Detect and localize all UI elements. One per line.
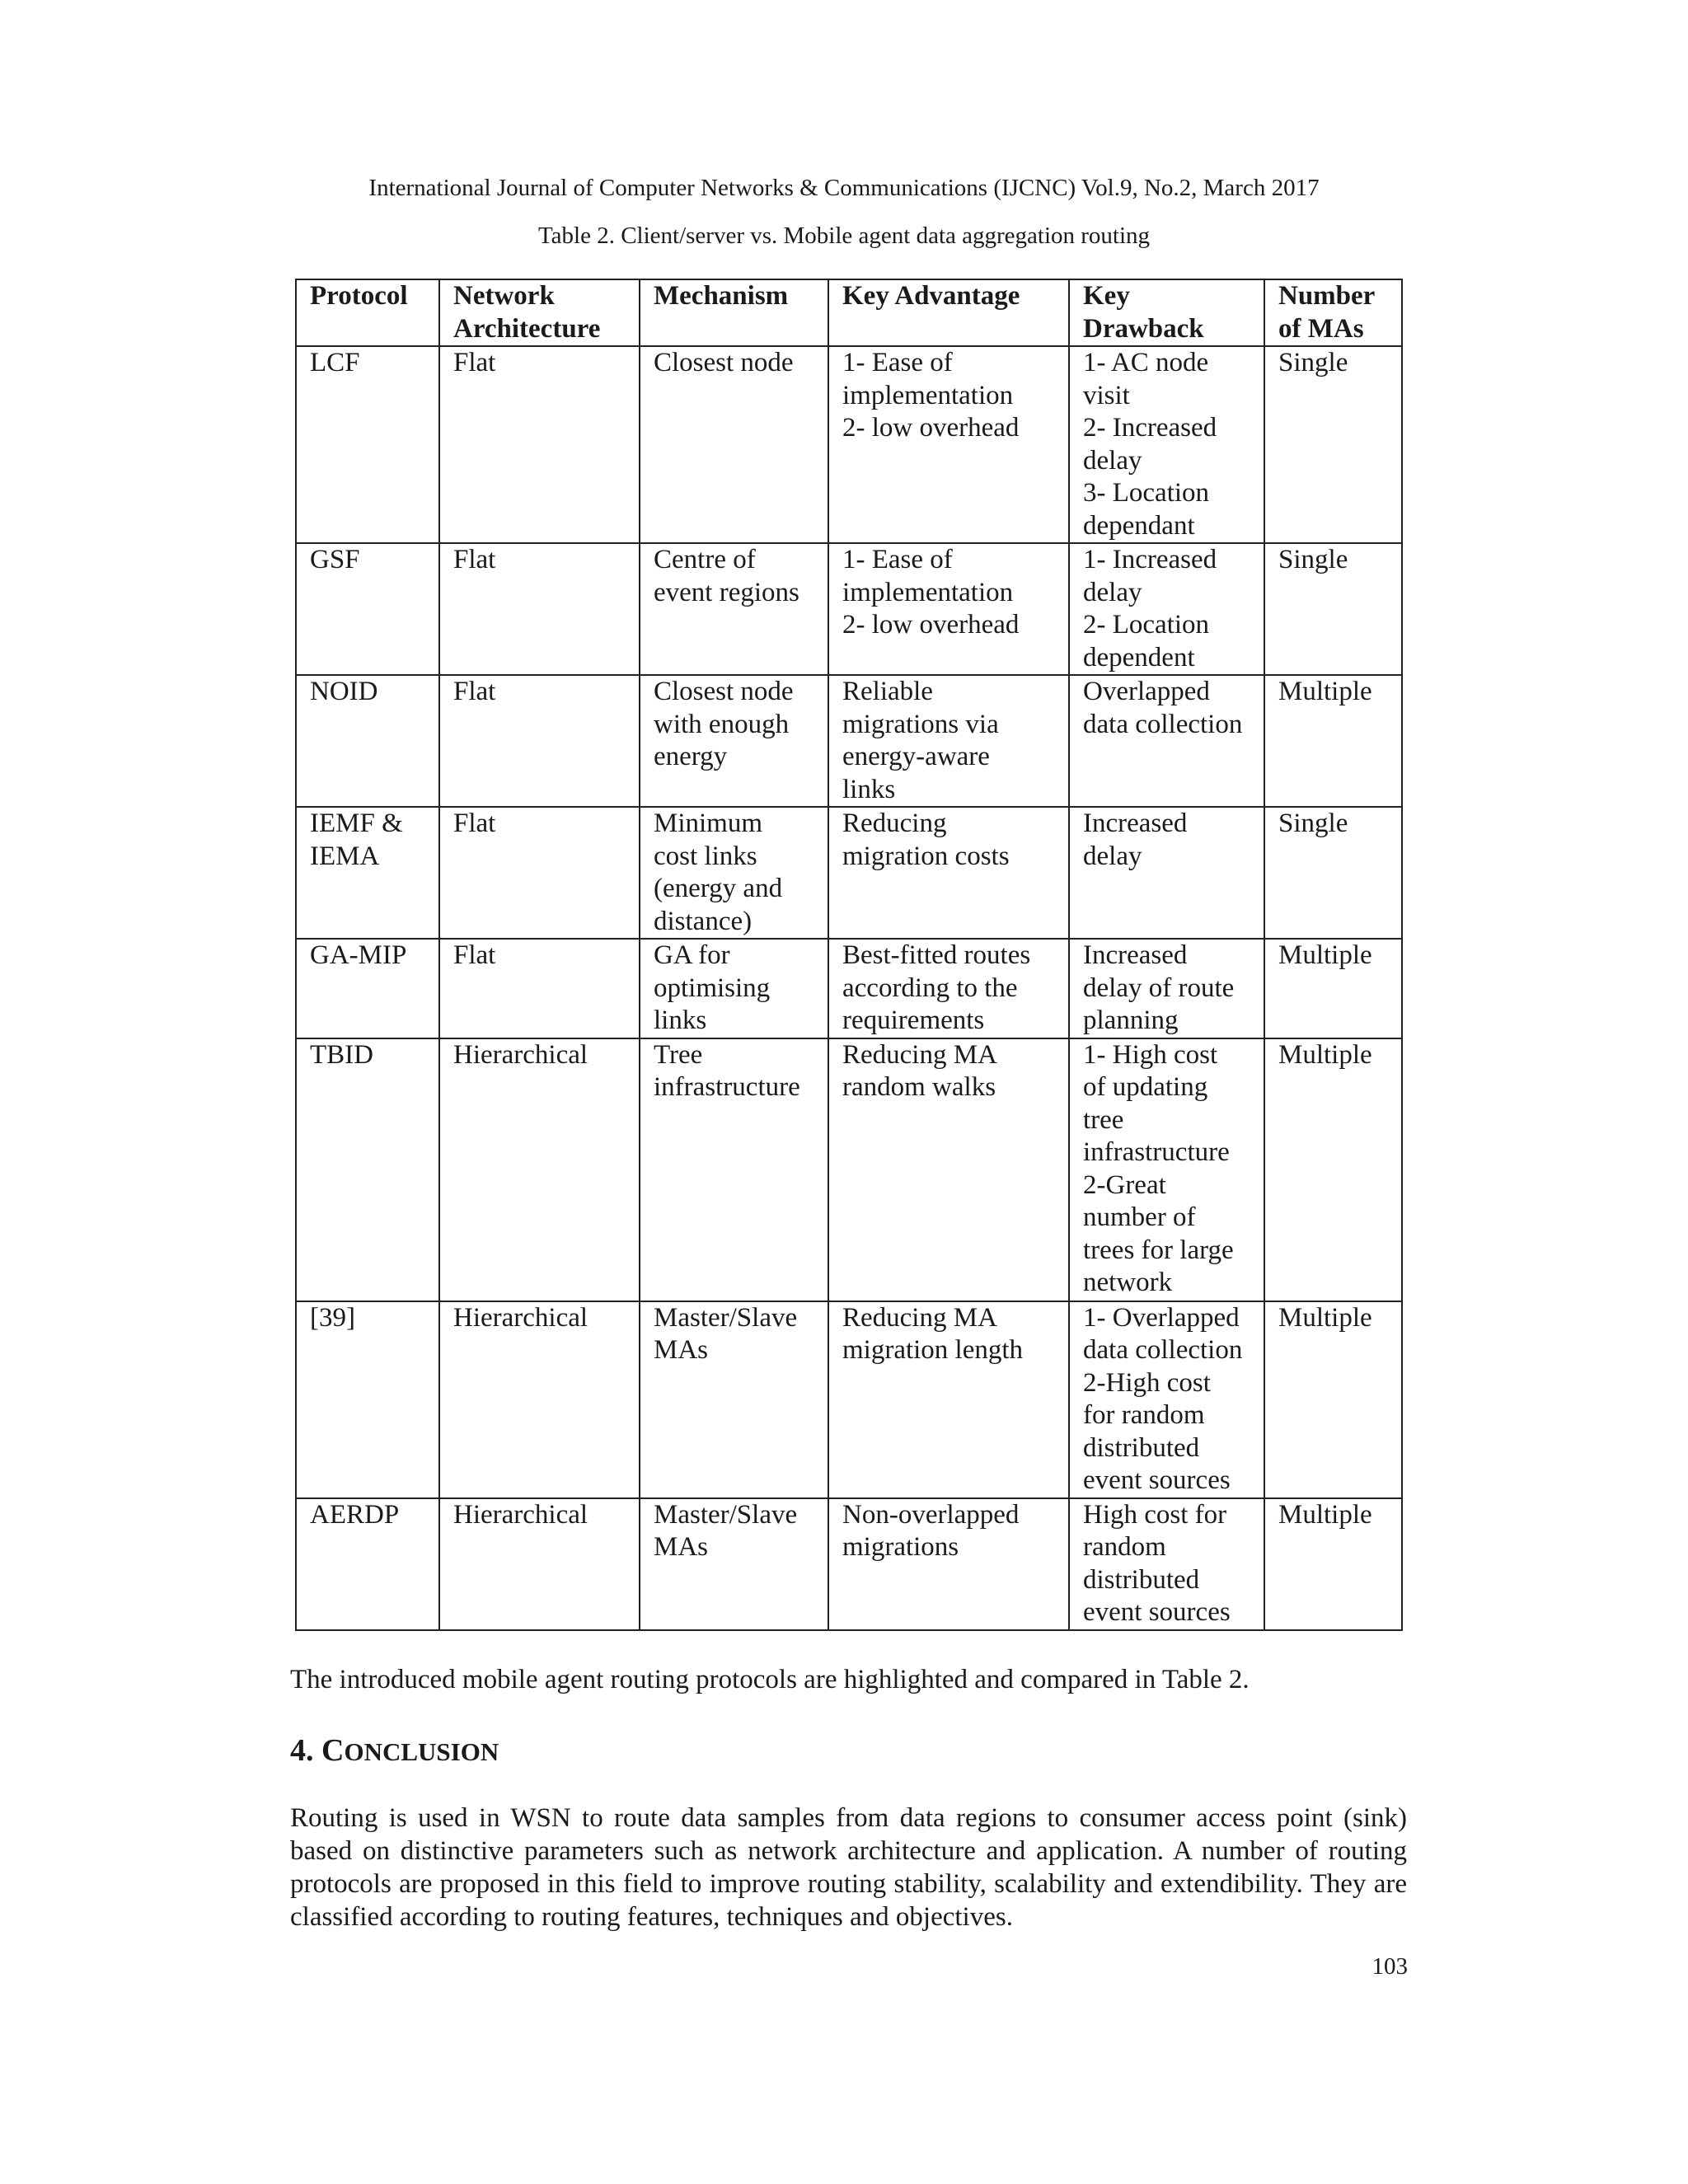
intro-paragraph: The introduced mobile agent routing protocols are highlighted and compared in Table 2.: [290, 1665, 1250, 1694]
section-heading-conclusion: [290, 1731, 499, 1772]
table-row: [296, 346, 1402, 543]
cell-protocol: TBID: [296, 1038, 439, 1301]
cell-key-drawback: Increased delay of route planning: [1069, 939, 1264, 1038]
cell-mechanism: Tree infrastructure: [640, 1038, 828, 1301]
comparison-table: [295, 279, 1403, 1631]
cell-network-architecture: Flat: [439, 807, 640, 939]
table-row: [296, 807, 1402, 939]
cell-number-of-mas: Single: [1264, 807, 1402, 939]
cell-key-drawback: 1- AC node visit 2- Increased delay 3- Location dependant: [1069, 346, 1264, 543]
section-title-rest: ONCLUSION: [344, 1737, 499, 1766]
running-header: International Journal of Computer Networks & Communications (IJCNC) Vol.9, No.2, March 2017: [368, 175, 1320, 201]
cell-protocol: GA-MIP: [296, 939, 439, 1038]
column-header-network-architecture: Network Architecture: [439, 279, 640, 346]
cell-key-drawback: 1- Overlapped data collection 2-High cost for random distributed event sources: [1069, 1301, 1264, 1498]
cell-mechanism: Closest node with enough energy: [640, 675, 828, 807]
cell-network-architecture: Hierarchical: [439, 1038, 640, 1301]
cell-key-drawback: Increased delay: [1069, 807, 1264, 939]
column-header-key-advantage: Key Advantage: [828, 279, 1069, 346]
cell-key-advantage: 1- Ease of implementation 2- low overhead: [828, 346, 1069, 543]
comparison-table-container: [295, 279, 1401, 1631]
cell-number-of-mas: Multiple: [1264, 1498, 1402, 1630]
cell-key-drawback: High cost for random distributed event sources: [1069, 1498, 1264, 1630]
cell-number-of-mas: Multiple: [1264, 939, 1402, 1038]
column-header-number-of-mas: Number of MAs: [1264, 279, 1402, 346]
table-row: [296, 543, 1402, 675]
table-row: [296, 1498, 1402, 1630]
cell-protocol: [39]: [296, 1301, 439, 1498]
cell-key-advantage: Reducing MA migration length: [828, 1301, 1069, 1498]
column-header-protocol: Protocol: [296, 279, 439, 346]
cell-key-advantage: Best-fitted routes according to the requirements: [828, 939, 1069, 1038]
cell-number-of-mas: Multiple: [1264, 675, 1402, 807]
page-number: 103: [1372, 1953, 1408, 1980]
cell-network-architecture: Hierarchical: [439, 1301, 640, 1498]
cell-mechanism: Master/Slave MAs: [640, 1498, 828, 1630]
cell-number-of-mas: Multiple: [1264, 1038, 1402, 1301]
cell-network-architecture: Hierarchical: [439, 1498, 640, 1630]
section-title-initial: C: [321, 1733, 345, 1768]
cell-number-of-mas: Single: [1264, 346, 1402, 543]
table-caption: Table 2. Client/server vs. Mobile agent data aggregation routing: [537, 223, 1151, 249]
cell-protocol: LCF: [296, 346, 439, 543]
cell-network-architecture: Flat: [439, 675, 640, 807]
cell-protocol: NOID: [296, 675, 439, 807]
conclusion-paragraph: Routing is used in WSN to route data samples from data regions to consumer access point (sink) based on distinctive parameters such as network architecture and application. A number of routing protocols are proposed in this field to improve routing stability, scalability and extendibility. They are classified according to routing features, techniques and objectives.: [290, 1803, 1407, 1932]
cell-number-of-mas: Single: [1264, 543, 1402, 675]
cell-mechanism: Closest node: [640, 346, 828, 543]
table-row: [296, 675, 1402, 807]
cell-network-architecture: Flat: [439, 346, 640, 543]
cell-key-advantage: Reliable migrations via energy-aware links: [828, 675, 1069, 807]
cell-protocol: IEMF & IEMA: [296, 807, 439, 939]
cell-key-advantage: Reducing MA random walks: [828, 1038, 1069, 1301]
cell-network-architecture: Flat: [439, 543, 640, 675]
cell-number-of-mas: Multiple: [1264, 1301, 1402, 1498]
cell-key-advantage: 1- Ease of implementation 2- low overhead: [828, 543, 1069, 675]
cell-mechanism: GA for optimising links: [640, 939, 828, 1038]
cell-key-advantage: Reducing migration costs: [828, 807, 1069, 939]
cell-key-drawback: 1- High cost of updating tree infrastructure 2-Great number of trees for large network: [1069, 1038, 1264, 1301]
column-header-key-drawback: Key Drawback: [1069, 279, 1264, 346]
cell-key-drawback: 1- Increased delay 2- Location dependent: [1069, 543, 1264, 675]
cell-network-architecture: Flat: [439, 939, 640, 1038]
table-row: [296, 1301, 1402, 1498]
column-header-mechanism: Mechanism: [640, 279, 828, 346]
cell-key-advantage: Non-overlapped migrations: [828, 1498, 1069, 1630]
cell-mechanism: Minimum cost links (energy and distance): [640, 807, 828, 939]
table-row: [296, 939, 1402, 1038]
table-header-row: [296, 279, 1402, 346]
table-row: [296, 1038, 1402, 1301]
cell-protocol: GSF: [296, 543, 439, 675]
section-number: 4.: [290, 1733, 314, 1768]
cell-mechanism: Master/Slave MAs: [640, 1301, 828, 1498]
cell-mechanism: Centre of event regions: [640, 543, 828, 675]
cell-key-drawback: Overlapped data collection: [1069, 675, 1264, 807]
cell-protocol: AERDP: [296, 1498, 439, 1630]
